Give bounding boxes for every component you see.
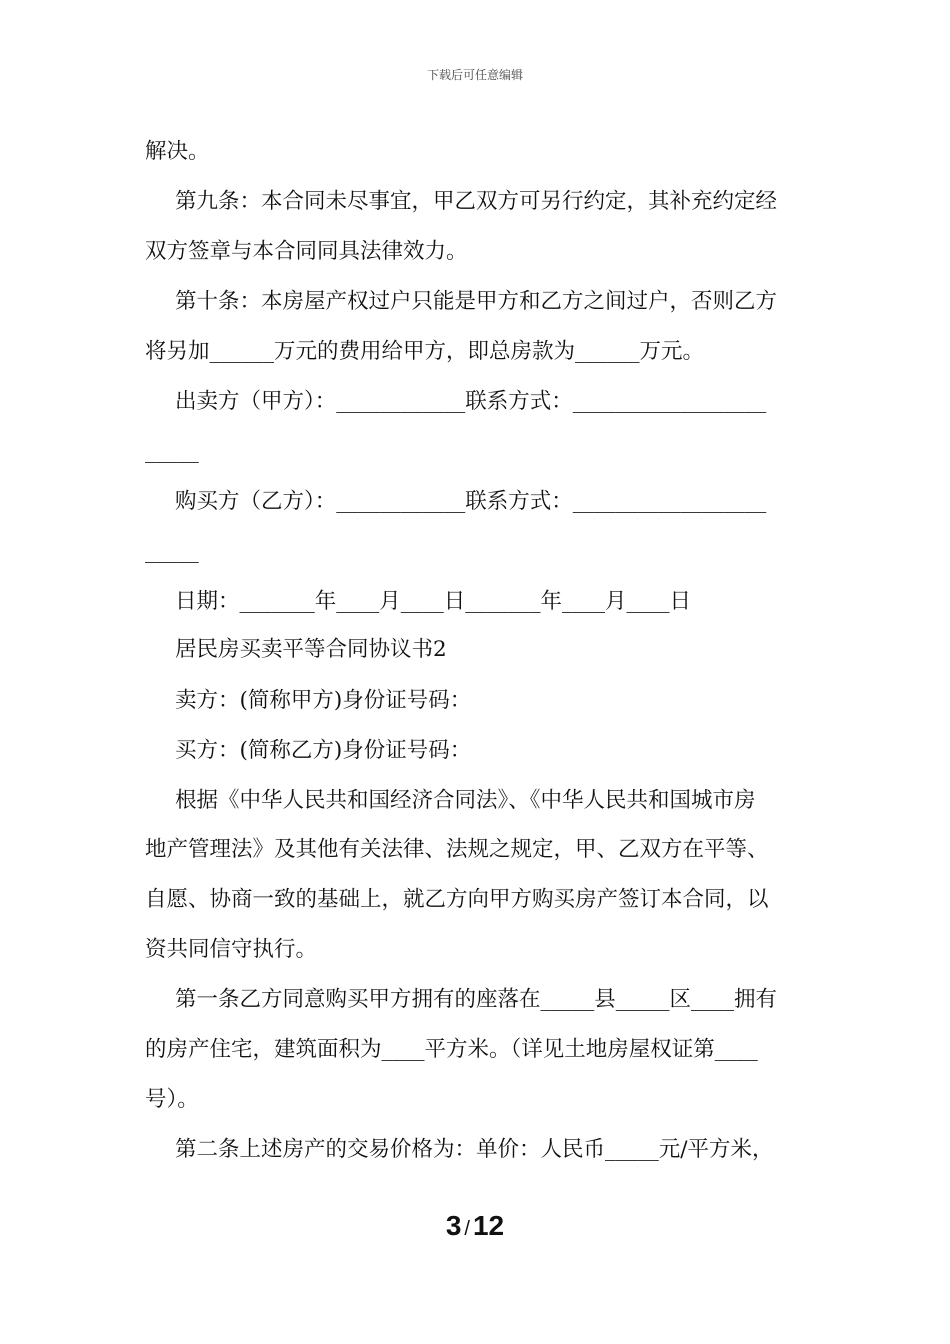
body-line: 购买方（乙方）：____________联系方式：__________________ bbox=[175, 489, 767, 514]
total-pages: 12 bbox=[472, 1210, 505, 1241]
body-line: 双方签章与本合同同具法律效力。 bbox=[145, 239, 468, 264]
body-line: _____ bbox=[145, 539, 199, 564]
body-line: 自愿、协商一致的基础上，就乙方向甲方购买房产签订本合同，以 bbox=[145, 887, 769, 912]
body-line: _____ bbox=[145, 439, 199, 464]
page-separator: / bbox=[464, 1218, 470, 1240]
body-line: 资共同信守执行。 bbox=[145, 937, 318, 962]
body-line: 第十条：本房屋产权过户只能是甲方和乙方之间过户，否则乙方 bbox=[175, 289, 778, 314]
body-line: 出卖方（甲方）：____________联系方式：__________________ bbox=[175, 389, 767, 414]
section-title: 居民房买卖平等合同协议书2 bbox=[175, 637, 447, 662]
body-line: 地产管理法》及其他有关法律、法规之规定，甲、乙双方在平等、 bbox=[145, 837, 769, 862]
body-line: 的房产住宅，建筑面积为____平方米。（详见土地房屋权证第____ bbox=[145, 1037, 758, 1062]
body-line: 将另加______万元的费用给甲方，即总房款为______万元。 bbox=[145, 339, 705, 364]
body-line: 号）。 bbox=[145, 1087, 199, 1112]
page-header: 下载后可任意编辑 bbox=[426, 68, 523, 82]
current-page: 3 bbox=[445, 1210, 462, 1241]
body-line: 日期：_______年____月____日_______年____月____日 bbox=[175, 589, 692, 614]
body-line: 卖方：(简称甲方)身份证号码： bbox=[175, 688, 472, 713]
body-line: 根据《中华人民共和国经济合同法》、《中华人民共和国城市房 bbox=[175, 788, 756, 813]
body-line: 第二条上述房产的交易价格为：单价：人民币_____元/平方米， bbox=[175, 1137, 774, 1162]
body-line: 第一条乙方同意购买甲方拥有的座落在_____县_____区____拥有 bbox=[175, 987, 778, 1012]
page-number bbox=[0, 1210, 950, 1242]
body-line: 第九条：本合同未尽事宜，甲乙双方可另行约定，其补充约定经 bbox=[175, 189, 778, 214]
body-line: 解决。 bbox=[145, 139, 210, 164]
body-line: 买方：(简称乙方)身份证号码： bbox=[175, 738, 472, 763]
